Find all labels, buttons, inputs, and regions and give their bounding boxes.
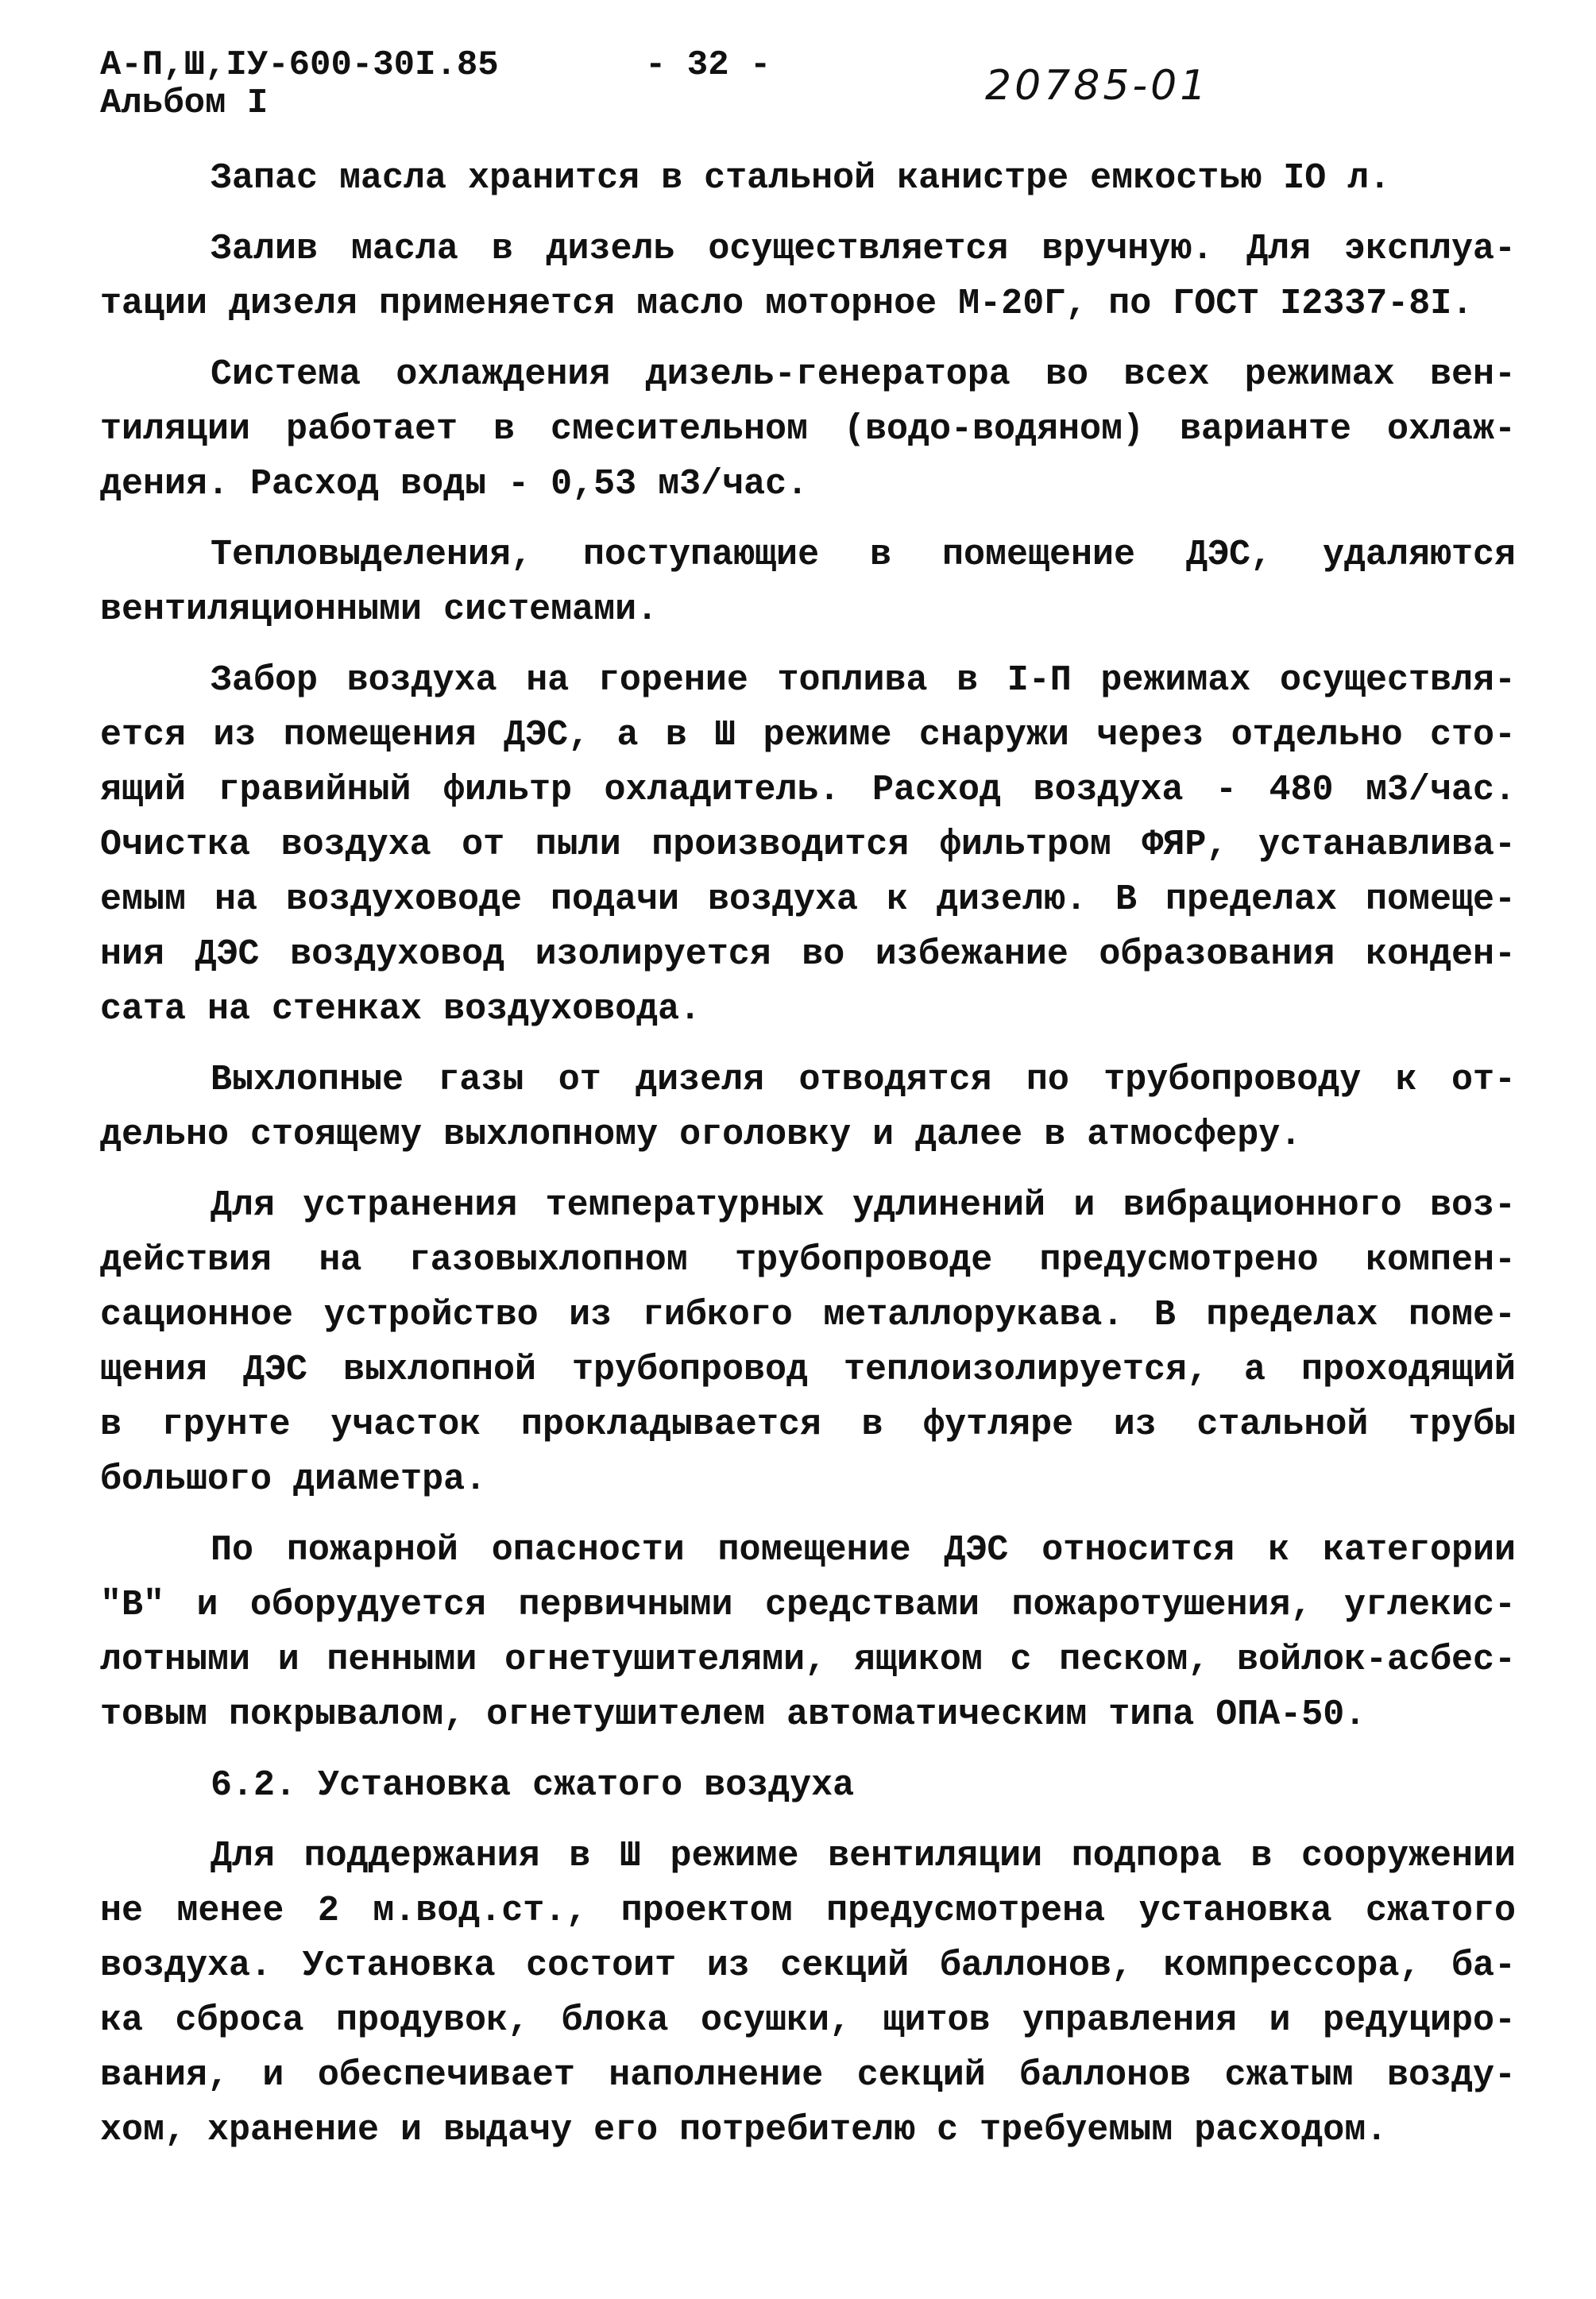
paragraph — [100, 347, 1516, 512]
text-line: Тепловыделения, поступающие в помещение ДЭС, удаляются — [211, 535, 1516, 575]
text-line: Для устранения температурных удлинений и вибрационного воз- — [211, 1185, 1516, 1226]
text-line: ка сброса продувок, блока осушки, щитов управления и редуциро- — [100, 2000, 1516, 2041]
text-line: Система охлаждения дизель-генератора во всех режимах вен- — [211, 354, 1516, 395]
text-line: вентиляционными системами. — [100, 589, 659, 630]
paragraph — [100, 1523, 1516, 1742]
text-line: Для поддержания в Ш режиме вентиляции подпора в сооружении — [211, 1836, 1516, 1876]
text-line: воздуха. Установка состоит из секций баллонов, компрессора, ба- — [100, 1945, 1516, 1986]
text-line: Залив масла в дизель осуществляется вручную. Для эксплуа- — [211, 229, 1516, 269]
text-line: Забор воздуха на горение топлива в I-П режимах осуществля- — [211, 660, 1516, 701]
text-line: сационное устройство из гибкого металлорукава. В пределах поме- — [100, 1295, 1516, 1335]
text-line: дельно стоящему выхлопному оголовку и далее в атмосферу. — [100, 1115, 1302, 1155]
text-line: 6.2. Установка сжатого воздуха — [211, 1765, 855, 1806]
paragraph — [100, 151, 1516, 206]
text-line: Запас масла хранится в стальной канистре емкостью IO л. — [211, 158, 1391, 199]
text-line: По пожарной опасности помещение ДЭС относится к категории — [211, 1530, 1516, 1571]
text-line: хом, хранение и выдачу его потребителю с требуемым расходом. — [100, 2110, 1388, 2150]
text-line: большого диаметра. — [100, 1459, 487, 1500]
paragraph — [100, 222, 1516, 331]
document-code: А-П,Ш,IУ-600-30I.85 — [100, 45, 499, 85]
section-heading — [100, 1758, 1516, 1813]
paragraph — [100, 527, 1516, 637]
paragraph — [100, 1053, 1516, 1162]
text-line: ется из помещения ДЭС, а в Ш режиме снаружи через отдельно сто- — [100, 715, 1516, 755]
text-line: вания, и обеспечивает наполнение секций баллонов сжатым возду- — [100, 2055, 1516, 2096]
text-line: Очистка воздуха от пыли производится фильтром ФЯР, устанавлива- — [100, 825, 1516, 865]
page-number: - 32 - — [645, 45, 771, 85]
handwritten-number: 20785-01 — [985, 62, 1210, 110]
text-line: действия на газовыхлопном трубопроводе предусмотрено компен- — [100, 1240, 1516, 1281]
text-line: "В" и оборудуется первичными средствами пожаротушения, углекис- — [100, 1585, 1516, 1625]
text-line: емым на воздуховоде подачи воздуха к дизелю. В пределах помеще- — [100, 879, 1516, 920]
text-line: в грунте участок прокладывается в футляре из стальной трубы — [100, 1405, 1516, 1445]
text-line: тиляции работает в смесительном (водо-водяном) варианте охлаж- — [100, 409, 1516, 450]
paragraph — [100, 1829, 1516, 2158]
text-line: Выхлопные газы от дизеля отводятся по трубопроводу к от- — [211, 1060, 1516, 1100]
text-line: не менее 2 м.вод.ст., проектом предусмотрена установка сжатого — [100, 1891, 1516, 1931]
text-line: щения ДЭС выхлопной трубопровод теплоизолируется, а проходящий — [100, 1350, 1516, 1390]
text-line: лотными и пенными огнетушителями, ящиком с песком, войлок-асбес- — [100, 1640, 1516, 1680]
album-label: Альбом I — [100, 83, 269, 123]
text-line: ящий гравийный фильтр охладитель. Расход воздуха - 480 м3/час. — [100, 770, 1516, 810]
text-line: дения. Расход воды - 0,53 м3/час. — [100, 464, 809, 504]
paragraph — [100, 653, 1516, 1037]
document-body — [100, 151, 1516, 2158]
paragraph — [100, 1178, 1516, 1507]
text-line: ния ДЭС воздуховод изолируется во избежание образования конден- — [100, 934, 1516, 975]
text-line: товым покрывалом, огнетушителем автоматическим типа ОПА-50. — [100, 1694, 1366, 1735]
text-line: сата на стенках воздуховода. — [100, 989, 701, 1030]
text-line: тации дизеля применяется масло моторное М-20Г, по ГОСТ I2337-8I. — [100, 284, 1474, 324]
